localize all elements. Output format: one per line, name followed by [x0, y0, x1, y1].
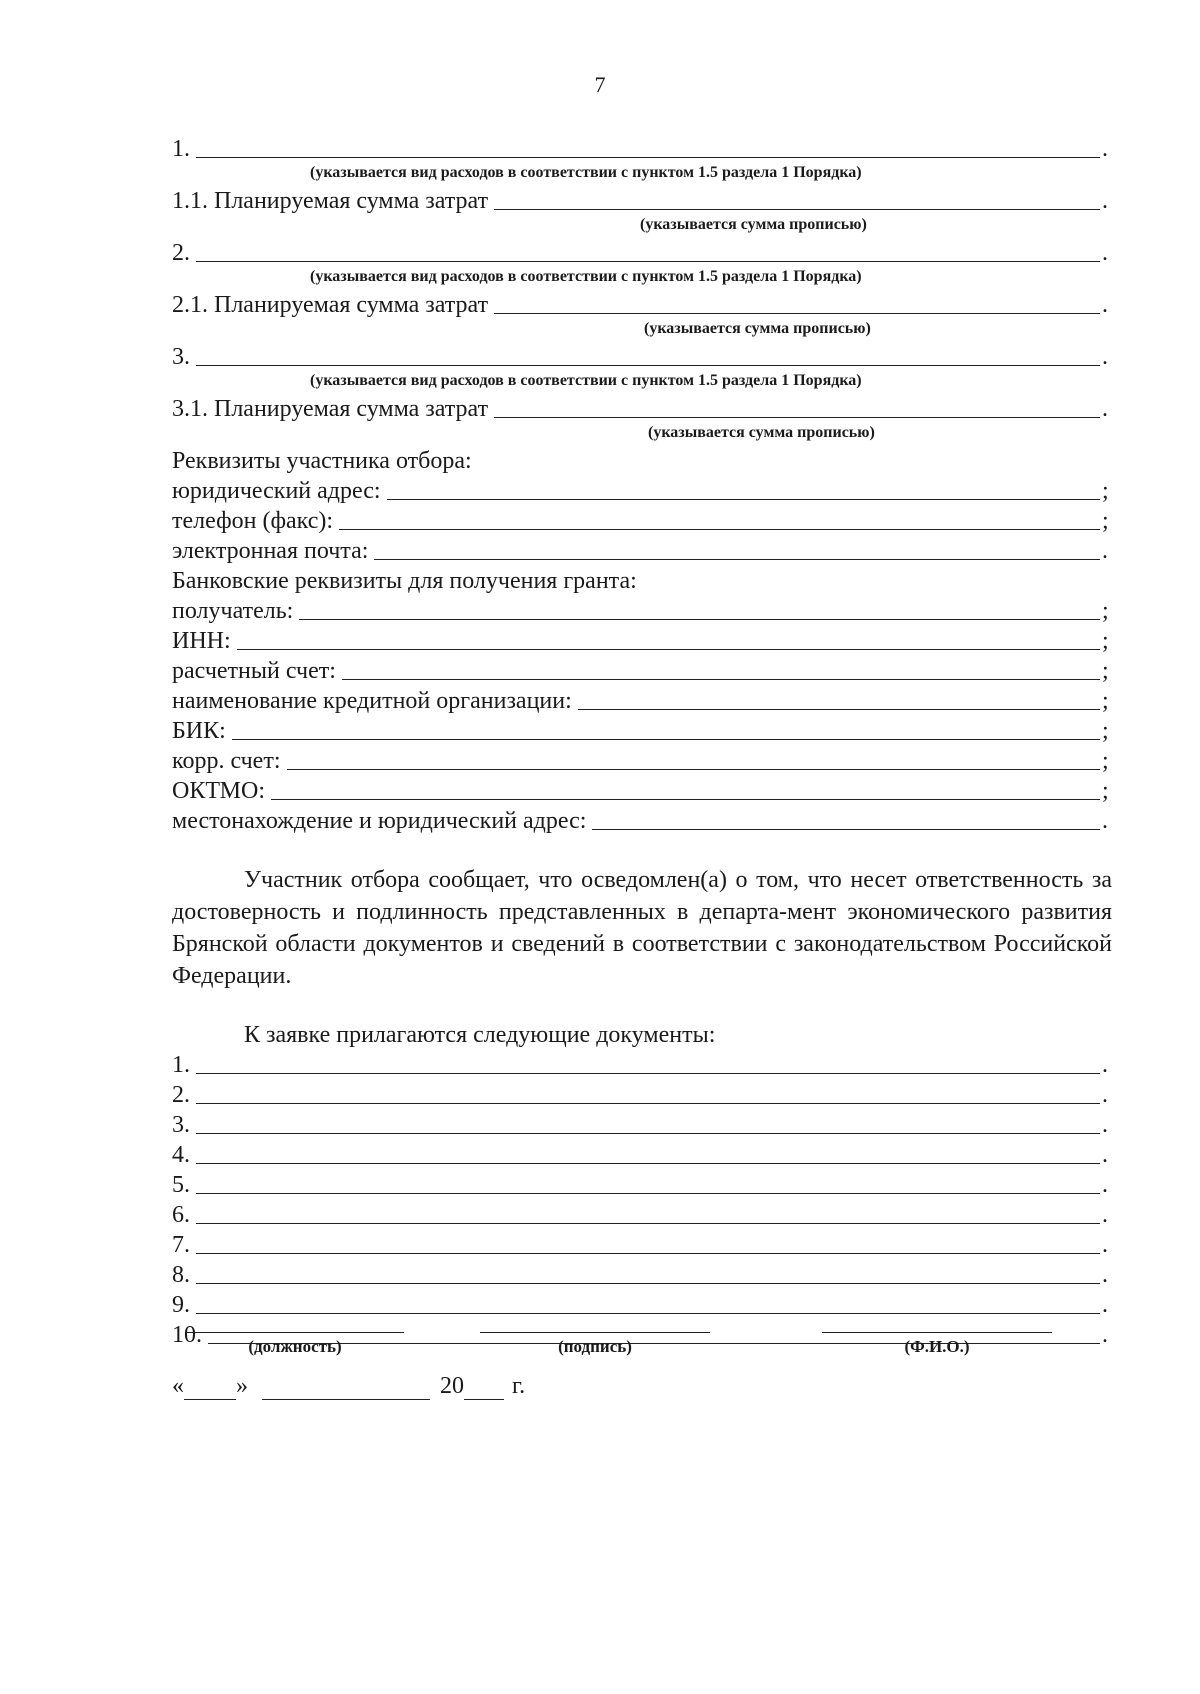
bank-name-row: наименование кредитной организации: ; [172, 686, 1112, 716]
signature-field[interactable] [480, 1308, 710, 1333]
planned-sum-field[interactable] [494, 185, 1100, 210]
field-label: местонахождение и юридический адрес: [172, 808, 587, 834]
corr-account-row: корр. счет: ; [172, 746, 1112, 776]
expense-type-field[interactable] [196, 341, 1100, 366]
attachment-field[interactable] [196, 1079, 1100, 1104]
field-label: юридический адрес: [172, 478, 381, 504]
email-row: электронная почта: . [172, 536, 1112, 566]
oktmo-field[interactable] [271, 775, 1100, 800]
expense-number: 2. [172, 240, 190, 266]
inn-row: ИНН: ; [172, 626, 1112, 656]
expense-number: 3. [172, 344, 190, 370]
field-label: БИК: [172, 718, 226, 744]
attachment-row: 10. . [172, 1320, 1112, 1350]
planned-sum-line-3: 3.1. Планируемая сумма затрат . [172, 394, 1112, 424]
field-label: электронная почта: [172, 538, 369, 564]
planned-sum-line-2: 2.1. Планируемая сумма затрат . [172, 290, 1112, 320]
field-label: получатель: [172, 598, 294, 624]
attachment-field[interactable] [196, 1049, 1100, 1074]
bik-row: БИК: ; [172, 716, 1112, 746]
planned-sum-caption: (указывается сумма прописью) [640, 216, 867, 233]
month-field[interactable] [262, 1373, 430, 1400]
planned-sum-label: 2.1. Планируемая сумма затрат [172, 292, 489, 318]
bik-field[interactable] [232, 715, 1100, 740]
oktmo-row: ОКТМО: ; [172, 776, 1112, 806]
planned-sum-line-1: 1.1. Планируемая сумма затрат . [172, 186, 1112, 216]
signature-column [480, 1308, 710, 1360]
attachment-field[interactable] [196, 1139, 1100, 1164]
date-line: « » 20 г. [172, 1373, 526, 1399]
position-column [186, 1308, 404, 1360]
field-label: корр. счет: [172, 748, 281, 774]
legal-address-field[interactable] [387, 475, 1100, 500]
bank-name-field[interactable] [578, 685, 1100, 710]
location-field[interactable] [592, 805, 1100, 830]
planned-sum-caption: (указывается сумма прописью) [644, 320, 871, 337]
expense-type-field[interactable] [196, 237, 1100, 262]
attachment-field[interactable] [196, 1259, 1100, 1284]
application-form [172, 134, 1112, 1350]
expense-type-caption: (указывается вид расходов в соответствии с пунктом 1.5 раздела 1 Порядка) [310, 164, 862, 181]
statement-paragraph: Участник отбора сообщает, что осведомлен(а) о том, что несет ответственность за достоверность и подлинность представленных в департа-мент экономического развития Брянской области документов и сведений в соответствии с законодательством Российской Федерации. [172, 867, 1112, 989]
recipient-field[interactable] [299, 595, 1100, 620]
attachment-row: 9. . [172, 1290, 1112, 1320]
page-number: 7 [594, 72, 606, 97]
location-row: местонахождение и юридический адрес: . [172, 806, 1112, 836]
planned-sum-label: 1.1. Планируемая сумма затрат [172, 188, 489, 214]
planned-sum-caption: (указывается сумма прописью) [648, 424, 875, 441]
field-label: телефон (факс): [172, 508, 334, 534]
expense-type-line-1: 1. . [172, 134, 1112, 164]
account-row: расчетный счет: ; [172, 656, 1112, 686]
planned-sum-field[interactable] [494, 393, 1100, 418]
phone-row: телефон (факс): ; [172, 506, 1112, 536]
requisites-heading: Реквизиты участника отбора: [172, 448, 472, 474]
attachment-row: 4. . [172, 1140, 1112, 1170]
day-field[interactable] [184, 1373, 236, 1400]
year-field[interactable] [464, 1373, 504, 1400]
attachment-row: 5. . [172, 1170, 1112, 1200]
attachment-field[interactable] [196, 1229, 1100, 1254]
expense-number: 1. [172, 136, 190, 162]
corr-account-field[interactable] [287, 745, 1101, 770]
attachment-row: 1. . [172, 1050, 1112, 1080]
expense-type-line-3: 3. . [172, 342, 1112, 372]
expense-type-line-2: 2. . [172, 238, 1112, 268]
attachments-heading: К заявке прилагаются следующие документы: [244, 1022, 716, 1048]
attachment-row: 3. . [172, 1110, 1112, 1140]
signature-caption: (подпись) [558, 1337, 632, 1356]
position-caption: (должность) [248, 1337, 342, 1356]
field-label: ИНН: [172, 628, 231, 654]
name-field[interactable] [822, 1308, 1052, 1333]
attachment-row: 2. . [172, 1080, 1112, 1110]
expense-type-field[interactable] [196, 133, 1100, 158]
field-label: расчетный счет: [172, 658, 336, 684]
bank-heading: Банковские реквизиты для получения гранта: [172, 568, 637, 594]
recipient-row: получатель: ; [172, 596, 1112, 626]
phone-field[interactable] [339, 505, 1100, 530]
attachments-list [172, 1050, 1112, 1350]
account-field[interactable] [342, 655, 1100, 680]
year-suffix: г. [512, 1373, 526, 1399]
legal-address-row: юридический адрес: ; [172, 476, 1112, 506]
name-column [822, 1308, 1052, 1360]
position-field[interactable] [186, 1308, 404, 1333]
planned-sum-label: 3.1. Планируемая сумма затрат [172, 396, 489, 422]
attachment-row: 7. . [172, 1230, 1112, 1260]
expense-type-caption: (указывается вид расходов в соответствии с пунктом 1.5 раздела 1 Порядка) [310, 268, 862, 285]
name-caption: (Ф.И.О.) [904, 1337, 970, 1356]
year-prefix: 20 [440, 1373, 464, 1399]
expense-type-caption: (указывается вид расходов в соответствии с пунктом 1.5 раздела 1 Порядка) [310, 372, 862, 389]
attachment-field[interactable] [196, 1109, 1100, 1134]
attachment-field[interactable] [196, 1169, 1100, 1194]
field-label: ОКТМО: [172, 778, 266, 804]
attachment-row: 8. . [172, 1260, 1112, 1290]
field-label: наименование кредитной организации: [172, 688, 572, 714]
planned-sum-field[interactable] [494, 289, 1100, 314]
attachment-field[interactable] [196, 1199, 1100, 1224]
email-field[interactable] [374, 535, 1100, 560]
attachment-row: 6. . [172, 1200, 1112, 1230]
inn-field[interactable] [237, 625, 1100, 650]
